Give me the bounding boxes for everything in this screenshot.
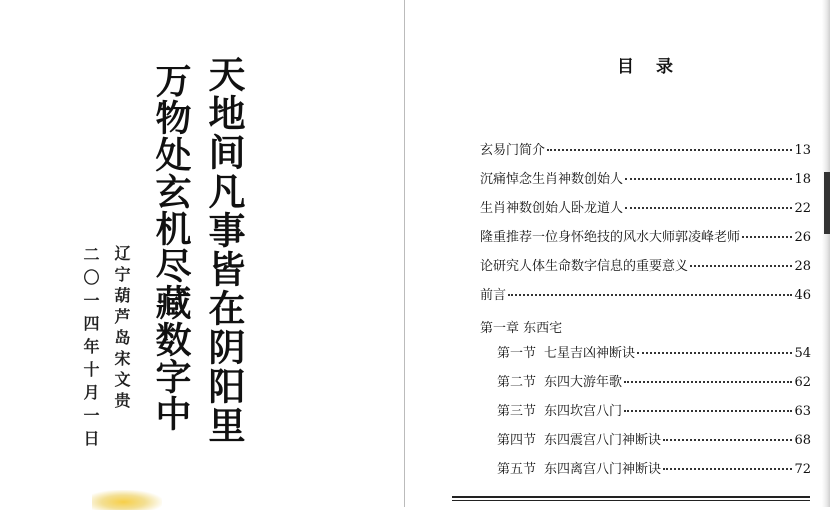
- leader-dots: [663, 468, 792, 470]
- toc-section[interactable]: [497, 433, 811, 449]
- page-edge: [822, 0, 830, 507]
- toc-entry-label: 论研究人体生命数字信息的重要意义: [480, 259, 689, 274]
- toc-section[interactable]: [497, 404, 811, 420]
- leader-dots: [637, 352, 792, 354]
- leader-dots: [625, 207, 792, 209]
- toc-section[interactable]: [497, 375, 811, 391]
- signature-author: 辽宁葫芦岛宋文贵: [112, 245, 131, 413]
- section-number: 第四节: [497, 433, 537, 448]
- toc-entry[interactable]: [480, 230, 811, 246]
- leader-dots: [663, 439, 792, 441]
- bottom-rule: [452, 496, 810, 498]
- toc-chapter-heading[interactable]: 第一章 东西宅: [480, 321, 563, 336]
- leader-dots: [624, 381, 792, 383]
- toc-entry-page: 46: [794, 288, 811, 303]
- bottom-rule-thin: [452, 500, 810, 501]
- toc-section[interactable]: [497, 346, 811, 362]
- toc-entry-page: 13: [794, 143, 811, 158]
- toc-entry-label: 生肖神数创始人卧龙道人: [480, 201, 624, 216]
- toc-entry-page: 22: [794, 201, 811, 216]
- section-page: 54: [794, 346, 811, 361]
- section-number: 第三节: [497, 404, 537, 419]
- leader-dots: [690, 265, 792, 267]
- section-label: 七星吉凶神断诀: [544, 346, 636, 361]
- toc-entry-label: 沉痛悼念生肖神数创始人: [480, 172, 624, 187]
- toc-entry-label: 前言: [480, 288, 507, 303]
- calligraphy-column-1: 天地间凡事皆在阴阳里: [202, 55, 246, 445]
- toc-entry[interactable]: [480, 172, 811, 188]
- toc-section[interactable]: [497, 462, 811, 478]
- toc-entry-label: 隆重推荐一位身怀绝技的风水大师郭凌峰老师: [480, 230, 741, 245]
- section-page: 62: [794, 375, 811, 390]
- toc-entry[interactable]: [480, 288, 811, 304]
- section-label: 东四坎宫八门: [544, 404, 623, 419]
- leader-dots: [624, 410, 792, 412]
- section-number: 第一节: [497, 346, 537, 361]
- toc-entry[interactable]: [480, 259, 811, 275]
- section-label: 东四大游年歌: [544, 375, 623, 390]
- right-page: [405, 0, 830, 507]
- leader-dots: [742, 236, 792, 238]
- signature-date: 二〇一四年十月一日: [81, 246, 100, 453]
- leader-dots: [547, 149, 792, 151]
- toc-entry-page: 28: [794, 259, 811, 274]
- toc-title: 目录: [617, 57, 695, 77]
- section-number: 第五节: [497, 462, 537, 477]
- section-number: 第二节: [497, 375, 537, 390]
- edge-tab: [824, 172, 830, 234]
- section-page: 63: [794, 404, 811, 419]
- toc-entry[interactable]: [480, 201, 811, 217]
- toc-entry-label: 玄易门简介: [480, 143, 546, 158]
- section-page: 72: [794, 462, 811, 477]
- section-label: 东四离宫八门神断诀: [544, 462, 662, 477]
- section-page: 68: [794, 433, 811, 448]
- toc-entry-page: 18: [794, 172, 811, 187]
- leader-dots: [508, 294, 792, 296]
- toc-entry-page: 26: [794, 230, 811, 245]
- section-label: 东四震宫八门神断诀: [544, 433, 662, 448]
- calligraphy-column-2: 万物处玄机尽藏数字中: [150, 62, 192, 432]
- yellow-stain: [92, 490, 162, 510]
- leader-dots: [625, 178, 792, 180]
- left-page: [0, 0, 404, 507]
- toc-entry[interactable]: [480, 143, 811, 159]
